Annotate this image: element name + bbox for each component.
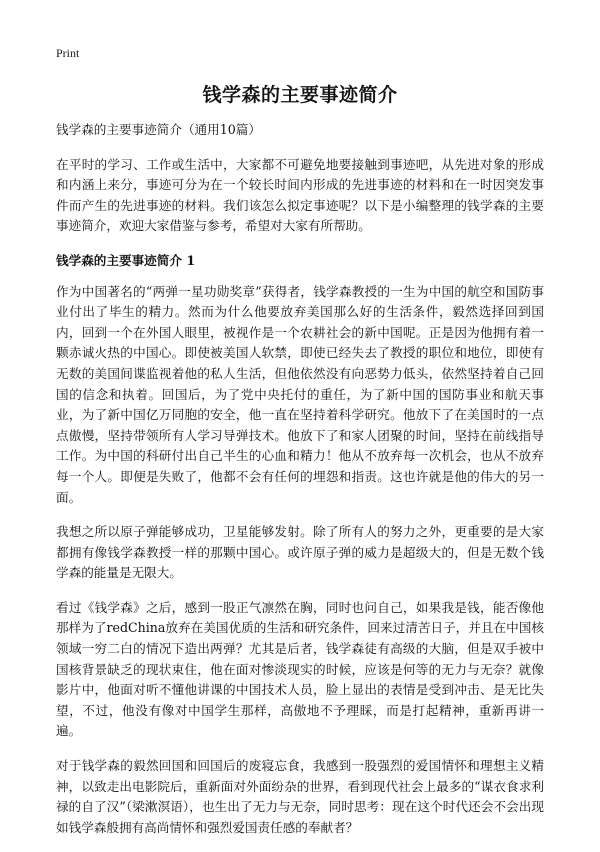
body-paragraph-4: 对于钱学森的毅然回国和回国后的废寝忘食，我感到一股强烈的爱国情怀和理想主义精神，以致走出电影院后，重新面对外面纷杂的世界，看到现代社会上最多的“谋衣食求利禄的自了汉”（梁漱溟语），也生出了无力与无奈，同时思考：现在这个时代还会不会出现如钱学森般拥有高尚情怀和强烈爱国责任感的奉献者？ (56, 758, 544, 835)
body-paragraph-3: 看过《钱学森》之后，感到一股正气凛然在胸，同时也问自己，如果我是钱，能否像他那样为了redChina放弃在美国优质的生活和研究条件，回来过清苦日子，并且在中国核领域一穷二白的情况下造出两弹？尤其是后者，钱学森徒有高级的大脑，但是双手被中国核背景缺乏的现状束住，他在面对惨淡现实的时候，应该是何等的无力与无奈？就像影片中，他面对听不懂他讲课的中国技术人员，脸上显出的表情是受到冲击、是无比失望，不过，他没有像对中国学生那样，高傲地不予理睬，而是打起精神，重新再讲一遍。 (56, 599, 544, 739)
intro-paragraph: 在平时的学习、工作或生活中，大家都不可避免地要接触到事迹吧，从先进对象的形成和内涵上来分，事迹可分为在一个较长时间内形成的先进事迹的材料和在一时因突发事件而产生的先进事迹的材料。我们该怎么拟定事迹呢？以下是小编整理的钱学森的主要事迹简介，欢迎大家借鉴与参考，希望对大家有所帮助。 (56, 156, 544, 234)
article-subtitle: 钱学森的主要事迹简介（通用10篇） (56, 122, 261, 137)
section-heading: 钱学森的主要事迹简介 1 (56, 252, 196, 268)
article-body (56, 120, 544, 852)
body-paragraph-1: 作为中国著名的“两弹一星功勋奖章”获得者，钱学森教授的一生为中国的航空和国防事业付出了毕生的精力。然而为什么他要放弃美国那么好的生活条件，毅然选择回到国内，回到一个在外国人眼里，被视作是一个农耕社会的新中国呢。正是因为他拥有着一颗赤诚火热的中国心。即使被美国人软禁，即使已经失去了教授的职位和地位，即使有无数的美国间谍监视着他的私人生活，但他依然没有向恶势力低头，依然坚持着自己回国的信念和执着。回国后，为了党中央托付的重任，为了新中国的国防事业和航天事业，为了新中国亿万同胞的安全，他一直在坚持着科学研究。他放下了在美国时的一点点傲慢，坚持带领所有人学习导弹技术。他放下了和家人团聚的时间，坚持在前线指导工作。为中国的科研付出自己半生的心血和精力！他从不放弃每一次机会，也从不放弃每一个人。即便是失败了，他都不会有任何的埋怨和指责。这也许就是他的伟大的另一面。 (56, 283, 544, 505)
print-link[interactable]: Print (56, 46, 80, 60)
body-paragraph-2: 我想之所以原子弹能够成功，卫星能够发射。除了所有人的努力之外，更重要的是大家都拥有像钱学森教授一样的那颗中国心。或许原子弹的威力是超级大的，但是无数个钱学森的能量是无限大。 (56, 524, 544, 581)
page-title: 钱学森的主要事迹简介 (202, 84, 398, 106)
